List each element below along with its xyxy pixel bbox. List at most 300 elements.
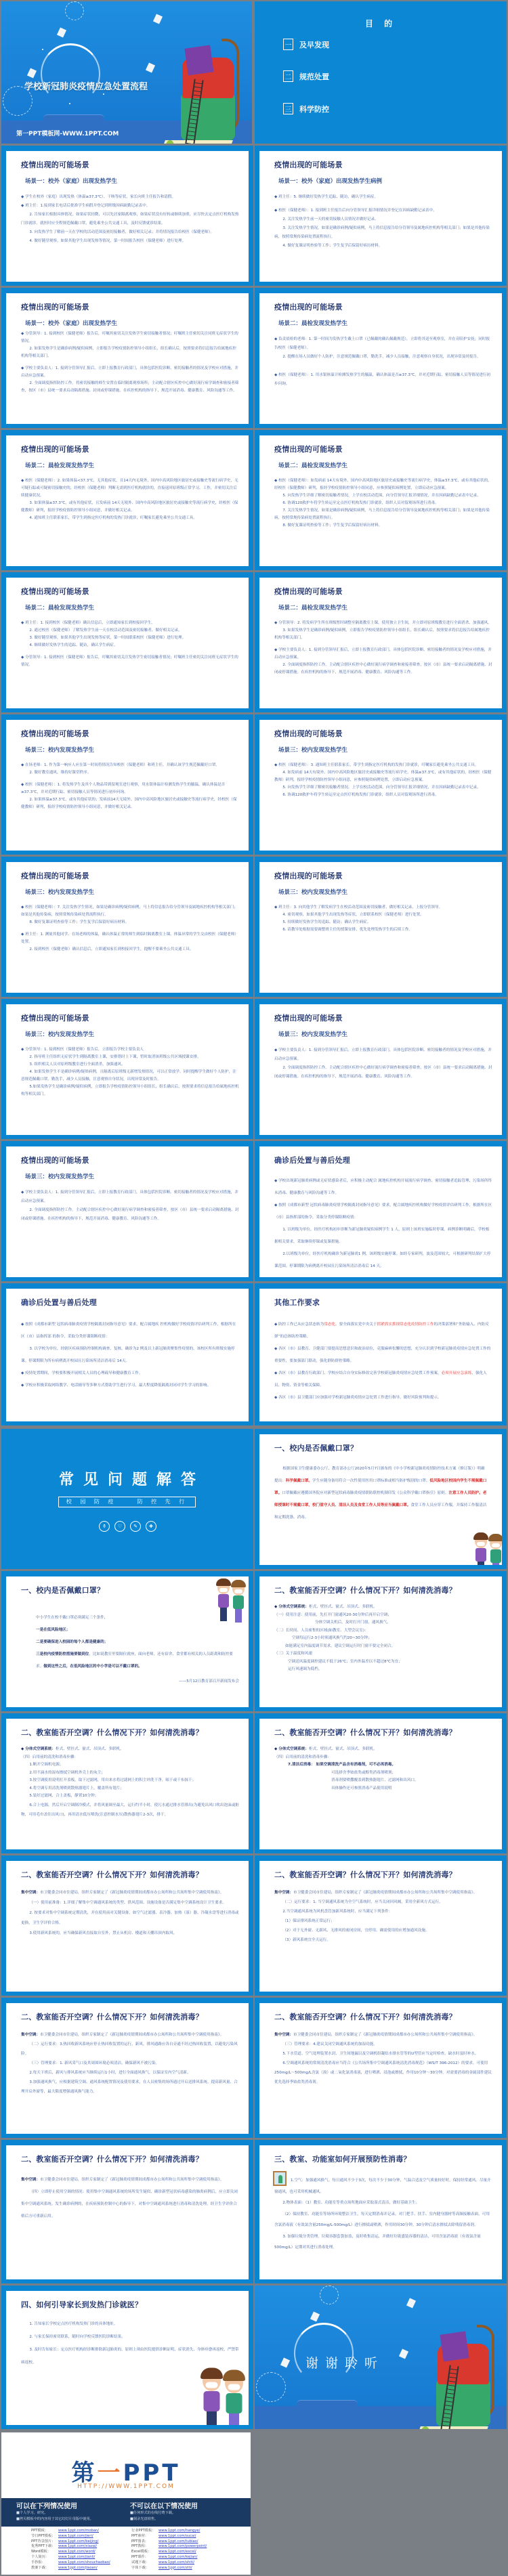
body-line: ◆ 班主任：1. 测量其他同学、在场老师的体温，确认体温正常的师生到临时隔离教室上课，体温异常的学生交由校医（保健老师）处置。 <box>21 932 238 944</box>
toc-number-1: 一 <box>283 39 293 50</box>
cover-site-label: 第一PPT模板网-WWW.1PPT.COM <box>16 131 119 137</box>
body-line: ◆ 学校主要负责人：1. 接到分管领导汇报后，立即上报教育行政部门，具体包括医院诊断、密切接触者的情况及学校应对措施，并启动应急预案。 <box>21 366 238 378</box>
slide-body <box>21 1746 239 1820</box>
toc-item-2[interactable] <box>283 70 329 82</box>
quote-source: ——5月12日教育部召开新闻发布会 <box>179 1679 239 1683</box>
slide-body <box>274 904 492 934</box>
body-line: 3. 加强垃圾分类管理，垃圾容器套袋加盖，及时收集清运，并做好垃圾盛装容器的清洁，可用含氯消毒液（有效氯含量500mg/L）定期对其进行消毒处理。 <box>274 2234 481 2250</box>
slide-thanks[interactable] <box>255 2285 507 2429</box>
slide-title: 疫情出现的可能场景 <box>21 587 89 596</box>
template-ad-card <box>0 2431 252 2576</box>
paper-decoration <box>399 2348 408 2359</box>
body-line: ◆ 校医（保健老师）：2. 如果体温<37.3℃，无其他症状，且14天内无境外、国内中高风险地区旅居史或接触史等流行病学史，无可疑行踪或可疑密切接触史的，经校医（保健老师）判断无需到医疗机构就诊的，直接返回原班级正常学习、工作，并密切关注后续健康状况。 <box>21 479 238 498</box>
body-line: 2. 与家长保持密切联系，随时向学校反馈医院诊断结果。 <box>29 2335 125 2339</box>
slide-title: 确诊后处置与善后处理 <box>21 1298 97 1307</box>
toc-item-1[interactable] <box>283 39 329 50</box>
toc-label-2: 规范处置 <box>299 72 329 81</box>
slide-title: 疫情出现的可能场景 <box>21 1014 89 1023</box>
body-line: 2.以班级为单位，经医疗机构确诊为新冠肺炎1 例，该班级实施停课。如经专家研判，波及范围较大，可根据研判结果扩大停课范围。停课期限为病例离开校园且污染场所清洁消毒后 14 天。 <box>274 1252 491 1268</box>
slide-faq-ac-a[interactable] <box>255 1571 507 1711</box>
slide-title: 二、教室能否开空调？什么情况下开？如何清洗消毒？ <box>21 1870 203 1879</box>
body-line: ◆ 校医（保健老师）：1. 用水银体温计检测发热学生的腋温，确认体温是否≥37.3℃，并对近期行踪、密切接触人员等情况进行初步问询。 <box>274 373 491 386</box>
body-line: （四）启用前的清洗和消毒步骤： <box>21 1755 78 1759</box>
body-line: 5.如果发热学生是确诊病例/疑似病例，立即报告学校疫情防控领导小组组长，组长确认后，按照要求将信息报告给属地疾控机构等相关部门。 <box>21 1085 239 1096</box>
body-line: 空调送风温度调控建议不低于26℃；室内外温差以不超过8℃为宜； <box>288 1659 402 1664</box>
body-line: （三）关于温度和风速 <box>274 1652 312 1656</box>
body-line: ◆ 疫情处置期间，学校要积极开展相关人员的心理疏导和健康教育工作。 <box>21 1371 143 1375</box>
slide-scenario-3f[interactable] <box>255 999 507 1139</box>
body-line: 3. 及时告知家长：定点医疗机构经诊断排除新冠肺炎的，原则上须由医院提供诊断证明，症状消失、身体痊愈再返校，严禁带病返校。 <box>21 2348 239 2365</box>
slide-scenario-1a[interactable] <box>1 146 253 286</box>
slide-body <box>274 2030 492 2087</box>
body-line: 2. 全面调度指挥防控工作。将密切接触的师生安置在临时隔离观察场所；主动配合辖区疾控中心做好流行病学调查和密接者筛查，按区（市）县统一要求启动隔离措施、封闭或停课措施。在疾控机构的指导下，规范开展消毒、健康教育、风险沟通等工作。 <box>21 381 239 393</box>
body-line: ◆ 学校应积极采取网络教学、电话辅导等多种方式帮助学生进行学习，最大程度降低隔离封闭对学生学习的影响。 <box>21 1383 211 1388</box>
slide-body <box>274 1175 492 1272</box>
body-line: 4. 如果发热学生不是确诊病例/疑似病例，且隔离后原班级无新增发热情况，可以正常放学。同时提醒学生做好个人防护，注意规范佩戴口罩，勤洗手，减少人员接触，注意观察自身状况，出现异常及时报告。 <box>21 1070 236 1081</box>
body-line: ◆ 防控工作已从应急状态转为常态化。要全面落实党中央关于抓紧抓实抓细常态化疫情防控工作的决策部署和“外防输入、内防反弹”的总体防控策略。 <box>274 1323 489 1339</box>
body-line: 8. 做好复课证明查验等工作；学生复学后保留好病历材料。 <box>282 523 383 528</box>
slide-subtitle: 场景三：校内发现发热学生 <box>25 747 95 754</box>
slide-body <box>21 1046 239 1098</box>
link[interactable]: www.1ppt.com/hangye/ <box>158 2529 200 2533</box>
body-line: ◆ 负责晨检的老师：1. 第一时间为发热学生戴上口罩（已佩戴的确认佩戴规范），立即将其送至观察室，并在旁陪护安抚；同时报告校医（保健老师）。 <box>274 337 490 350</box>
body-line: 3. 以学校为单位，经辖区疾病预防控制机构调查、复核，确诊为2 例及以上新冠肺炎聚集性疫情的，该校区所有班级实施停课。停课期限为所有病例离开校园且污染场所清洁消毒后 14天。 <box>21 1347 235 1363</box>
slide-faq-masks-b[interactable] <box>1 1571 253 1711</box>
highlight-text: 必须开展应急演练 <box>441 1371 472 1375</box>
body-line: 2. 指导班主任组织无症状学生到隔离教室上课，安排错时上下课，暂时取消该班级公共区域授课安排。 <box>29 1055 201 1059</box>
slide-subtitle: 场景二：晨检发现发热学生 <box>25 605 95 611</box>
slide-faq-section[interactable] <box>1 1429 253 1569</box>
body-line: ◆ 校医（保健老师）：1. 接到班主任报告后向分管领导汇报详细情况并登记在因病缺勤记录表中。 <box>274 209 437 213</box>
body-line: 4. 通知班主任联系家长，带学生到指定医疗机构的发热门诊就诊，叮嘱家长避免乘坐公共交通工具。 <box>29 516 197 520</box>
slide-title: 疫情出现的可能场景 <box>21 872 89 880</box>
slide-scenario-2e[interactable] <box>255 572 507 712</box>
body-line: ◆ 学校出现新冠肺炎病例或无症状感染者后，应积极主动配合 属地疾控机构开展流行病学调查、密切接触者追踪管理、污染场所终末消毒、健康教育与风险沟通等工作。 <box>274 1179 492 1195</box>
arc-decoration <box>41 43 100 104</box>
slide-faq-ac-g[interactable] <box>255 1998 507 2138</box>
cover-title: 学校新冠肺炎疫情应急处置流程 <box>24 82 148 92</box>
masked-kids-illustration <box>475 1534 502 1565</box>
paper-decoration <box>406 2298 416 2308</box>
slide-body <box>36 1612 239 1688</box>
body-line: 4. 继续做好发热学生的追踪、随访，确认学生病症。 <box>29 643 118 647</box>
body-line: 一是在低风险地区； <box>36 1628 70 1632</box>
body-line: ◆ 学校主要负责人：1. 接到分管领导汇报后，立即上报教育行政部门，具体包括医院诊断、密切接触者的情况及学校应对措施，并启动应急预案。 <box>274 1048 492 1061</box>
body-line: （一）使用注意：使用前，先打开门窗通风20-30分钟后再开启空调； <box>274 1612 391 1617</box>
slide-title: 二、教室能否开空调？什么情况下开？如何清洗消毒？ <box>274 2013 457 2021</box>
link[interactable]: www.1ppt.com/sucai/ <box>158 2533 196 2538</box>
body-line: ◆ 班主任：3. 向其他学生了解发病学生在校活动范围及密切接触者，做好相关记录，上报分管领导。 <box>274 905 443 909</box>
body-line: ◆ 校医（保健老师）：7. 关注发热学生情况，如果是确诊病例/疑似病例，马上将信息报告给分管领导及属地疾控机构等相关部门；如果是其他传染病，按照常规传染病处置流程执行。 <box>21 905 238 917</box>
body-line: ◆ 分体式空调系统：柜式、壁挂式、窗式、吊顶式、多联机。 <box>274 1747 377 1751</box>
body-line: 4. 如发病前 14天有境外、国内中高风险地区旅居史或接触史等流行病学史，体温≥37.3℃，或有其他症状的，经校医（保健教师）研判，报经学校疫情防控领导小组同意，应参照疑似病例处置，立即启动应急预案。 <box>274 771 492 782</box>
usage-allowed-heading: 可以在下列情况使用 <box>16 2503 77 2510</box>
pencil-icon: ✎ <box>130 1521 141 1532</box>
paper-decoration <box>146 62 155 72</box>
slide-post-diagnosis-b[interactable] <box>1 1283 253 1425</box>
slide-title: 疫情出现的可能场景 <box>274 729 343 738</box>
paper-decoration <box>27 68 37 78</box>
body-line: 1. 告知家长学校定点医疗机构发热门诊的具体地址。 <box>29 2322 118 2326</box>
body-line: 5. 向发热学生详细了解密切接触者情况、上学在校活动范围，向分管领导汇报详细情况，并在因病缺勤记录表中记录。 <box>282 786 481 790</box>
star-decoration <box>42 49 43 50</box>
links-left: PPT模板： www.1ppt.com/moban/ 节日PPT模板： www.1ppt.com/jieri/ PPT背景图片： www.1ppt.com/beijing/ 优秀PPT下载： www.1ppt.com/xiazai/ Word模板： www.1ppt.com/word/ 个人简历： www.1ppt.com/jianli/ 手抄报： www.1ppt.com/shouchaobao/ 教案下载： www.1ppt.com/jiaoan/ <box>31 2529 110 2570</box>
link[interactable]: www.1ppt.com/kejian/ <box>158 2554 198 2559</box>
body-line: （二）运行要求：3.热回收新风系统应停止热回收装置的运行，新风、排风通路应各自旁通不经过热回收装置，以避免污染风险。 <box>21 2042 238 2056</box>
body-line: 集中空调：市卫健委会同市住建局，组织专家制定了《新冠肺炎疫情期间成都市办公场所和公共场所集中空调使用指南》。 <box>21 1891 224 1895</box>
plus-icon: ✚ <box>146 1521 156 1532</box>
body-line: （四）立即停止使用空调的情况：使用集中空调通风系统的场所发生疑似、确诊新型冠状病毒感染的肺炎病例后，应立即关闭集中空调通风系统。发生确诊病例的，在疾病预防控制中心的指导下，对集中空调通风系统进行消毒和清洗处理，经卫生学评价合格后方可重新启用。 <box>21 2190 238 2218</box>
body-line: 消毒剂要喷撒覆盖到散热器翅片、过滤网和出风口。 <box>331 1778 419 1782</box>
body-line: 5.装好过滤网，合上盖板，静置10分钟； <box>29 1794 99 1798</box>
body-line: ◆ 分体式空调系统：柜式、壁挂式、窗式、吊顶式、多联机。 <box>274 1605 377 1609</box>
body-line: 7.清洁后消毒： 如果空调清洗产品含有消毒剂，可不必再消毒。 <box>288 1763 396 1767</box>
slide-title: 疫情出现的可能场景 <box>21 1156 89 1165</box>
slide-title: 其他工作要求 <box>274 1298 320 1307</box>
body-line: 6. 请教导处根据需要调整班主任的授课安排，优先处理发热学生的后续工作。 <box>282 928 413 932</box>
body-line: 4.将空调专用清洗剂喷到散热器翅片上，覆盖所有翅片； <box>29 1786 124 1790</box>
body-line: ◆ 在场老师：1. 作为第一响应人应在第一时间将情况告知校医（保健老师）和班主任，并确认该学生规范佩戴好口罩。 <box>21 763 219 767</box>
body-line: 2.当空调通风系统为风机盘管加新风系统时，应当满足下列条件： <box>282 1910 393 1914</box>
slide-faq-ac-c[interactable] <box>255 1713 507 1853</box>
slide-title: 疫情出现的可能场景 <box>274 872 343 880</box>
link[interactable]: www.1ppt.com/shiti/ <box>158 2560 194 2564</box>
slide-faq-masks-a[interactable] <box>255 1429 507 1569</box>
masked-kids-illustration <box>203 2371 249 2425</box>
body-line: 2. 全面调度指挥防控工作。主动配合辖区疾控中心做好流行病学调查和密接者筛查，按区（市）县统一要求启动隔离措施、封闭或停课措施。在疾控机构的指导下，规范开展消毒、健康教育、风险沟通等工作。 <box>274 663 492 674</box>
body-line: 集中空调：市卫健委会同市住建局，组织专家制定了《新冠肺炎疫情期间成都市办公场所和公共场所集中空调使用指南》。 <box>274 2033 478 2037</box>
slide-subtitle: 场景一：校外（家庭）出现发热学生 <box>25 320 118 327</box>
body-line: ◆ 班主任：5. 继续做好发热学生追踪、随访，确认学生病症。 <box>274 195 379 199</box>
body-line: 5. 持续做好发热学生的追踪、随访；确认学生病症。 <box>282 920 371 924</box>
slide-faq-ac-b[interactable] <box>1 1713 253 1853</box>
slide-body <box>21 2030 239 2097</box>
slide-subtitle: 场景三：校内发现发热学生 <box>278 889 348 896</box>
slide-subtitle: 场景二：晨检发现发热学生 <box>278 463 348 469</box>
usage-allowed-item: ■拷贝模板中的内容用于其它幻灯片母版中使用。 <box>16 2517 93 2521</box>
body-line: 3. 如果发热学生是确诊病例/疑似病例，立即报告学校疫情防控领导小组组长，组长确认后，按照要求将信息报告给属地疾控机构等相关部门。 <box>274 628 490 640</box>
usage-forbidden-item: ■任何形式的在线付费下载。 <box>130 2511 176 2515</box>
body-line: 集中空调：市卫健委会同市住建局，组织专家制定了《新冠肺炎疫情期间成都市办公场所和公共场所集中空调使用指南》。 <box>274 1891 478 1895</box>
body-line: 2. 告知家长根据具体情况，如果症状轻微，可以先居家隔离观察，如果症状没有好转或继续加重，应尽快去定点医疗机构发热门诊就诊。就医时应全程规范佩戴口罩，避免乘坐公共交通工具，及时反馈就诊结果。 <box>21 213 239 226</box>
usage-forbidden-heading: 不可以在以下情况使用 <box>130 2503 198 2510</box>
slide-scenario-3d[interactable] <box>255 857 507 997</box>
slide-body <box>274 2175 492 2254</box>
link[interactable]: www.1ppt.com/shouchaobao/ <box>58 2560 110 2564</box>
slide-title: 疫情出现的可能场景 <box>21 729 89 738</box>
toc-number-3: 三 <box>283 103 293 114</box>
toc-label-1: 及早发现 <box>299 40 329 49</box>
body-line: 运行风速调为低档。 <box>288 1667 322 1671</box>
slide-body <box>21 477 239 522</box>
section-tagline: 校 园 防 疫 防 控 先 行 <box>58 1497 196 1507</box>
slide-title: 疫情出现的可能场景 <box>21 445 89 454</box>
body-line: ◆ 分管领导：1. 接到校医（保健老师）报告后，叮嘱其密切关注发热学生密切接触者情况；叮嘱班主任密切关注同班无症状学生的情况。 <box>21 656 238 667</box>
slide-title: 二、教室能否开空调？什么情况下开？如何清洗消毒？ <box>274 1870 457 1879</box>
slide-title: 疫情出现的可能场景 <box>274 160 343 169</box>
firework-decoration <box>256 2372 286 2402</box>
body-line: （2）对于无外窗、无新风、无排风的密闭房间，宜停用。确需使用的应增加通风设施。 <box>282 1929 429 1933</box>
section-icons <box>99 1521 156 1532</box>
slide-title: 确诊后处置与善后处理 <box>274 1156 350 1165</box>
link[interactable]: www.1ppt.com/jiaoan/ <box>58 2565 98 2570</box>
slide-body <box>274 1046 492 1081</box>
slide-body <box>21 1188 239 1224</box>
link[interactable]: www.1ppt.com/ziti/ <box>158 2565 192 2570</box>
body-line: ◆ 学校主要负责人：1. 接到分管领导汇报后，立即上报教育行政部门，具体包括医院诊断、密切接触者的情况及学校应对措施，并启动应急预案。 <box>21 1190 238 1203</box>
slide-body <box>21 620 239 669</box>
usage-band <box>1 2498 251 2527</box>
body-paragraph: 根据国家卫生健康委办公厅、教育部办公厅2020年5月7日颁布的《中小学校新冠肺炎疫情防控技术方案（修订版）》明确提出：科学佩戴口罩。学生应随身备用符合一次性使用医用口罩标准或相当防护级别的口罩；低风险地区校园内学生不需佩戴口罩。口罩佩戴应遵循国务院应对新型冠状病毒肺炎疫情联防联控机制印发《公众科学戴口罩指引》原则。注意工作人员防护。老师授课时不需戴口罩，校门值守人员、清洁人员及食堂工作人员等应当佩戴口罩。食堂工作人员应穿工作服，并保持工作服清洁和定期洗涤、消毒。 <box>274 1467 487 1520</box>
slide-scenario-3a[interactable] <box>1 714 253 855</box>
slide-subtitle: 场景三：校内发现发热学生 <box>25 1031 95 1038</box>
body-line: （四）启用前的清洗和消毒步骤： <box>274 1755 331 1759</box>
body-line: 2. 通过校医（保健老师）了解发热学生前一天在校活动范围及密切接触者，做好相关记录。 <box>29 628 182 632</box>
body-line: 如能满足室内温度调节需求，建议空调运行时门窗不要完全闭合。 <box>285 1644 396 1648</box>
backpack-illustration <box>181 39 249 144</box>
slide-title: 疫情出现的可能场景 <box>274 1014 343 1023</box>
usage-forbidden-item: ■刻录光盘销售。 <box>130 2517 158 2521</box>
body-line: 6.空调通风系统的常规清洗消毒应当符合《公共场所集中空调通风系统清洗消毒规范》（WS/T 396-2012）的要求。可使用250mg/L～500mg/L含氯（溴）或二氧化氯消毒液，进行喷洒、浸泡或擦拭，作用10分钟～30分钟。对需要消毒的金属部件建议优先选择季铵盐类消毒剂。 <box>274 2061 492 2084</box>
body-line: 空调每运行2-3小时须通风换气约20~30分钟； <box>292 1636 372 1640</box>
body-line: 3.加强通风换气，应根据建筑空调、通风系统配置情况及使用要求，在人员密集的场所通过开启送排风系统、提高新风量、合理开启外窗等，最大限度增强通风换气能力。 <box>21 2080 238 2094</box>
body-line: （二）运行要求：1. 当空调通风系统为全空气系统时，应当关闭回风阀，采用全新风方式运行。 <box>282 1900 443 1904</box>
body-line: ◆ 班主任：1. 接到校医（保健老师）确认信息后，立即通知家长到校接回学生。 <box>21 621 155 625</box>
body-line: 5.下水管道、空气处理装置水封、卫生间地漏以及空调机组凝结水排水管等的U型管应当定时检查，缺水时及时补水。 <box>282 2052 479 2056</box>
slide-subtitle: 场景一：校外（家庭）出现发热学生病例 <box>278 178 383 185</box>
paper-decoration <box>280 2357 290 2367</box>
highlight-text: 科学佩戴口罩。 <box>285 1479 312 1483</box>
body-line: 2.每天下班后，新风与排风系统应当继续运行1小时，进行全面通风换气，以保证室内空气清新。 <box>29 2071 191 2075</box>
slide-body <box>274 1746 492 1793</box>
slide-scenario-1c[interactable] <box>1 288 253 428</box>
body-line: 2. 全面调度指挥防控工作。主动配合辖区疾控中心做好流行病学调查和密接者筛查，按区（市）县统一要求启动隔离措施、封闭或停课措施。在疾控机构的指导下，规范开展消毒、健康教育、风险沟通等工作。 <box>21 1208 239 1221</box>
slide-body <box>274 1463 488 1524</box>
body-line: ◆ 各区（市）县教育、卫健部门要提高思想意识和政治站位，克服麻痹松懈的思想，充分认识到学校新冠肺炎疫情应急处置工作的重要性，要加强部门联动，强化群防群控策略。 <box>274 1347 491 1363</box>
slide-title: 一、校内是否佩戴口罩？ <box>274 1444 358 1453</box>
highlight-text: 常态化 <box>324 1323 336 1327</box>
slide-body <box>274 762 492 799</box>
section-title: 常见问题解答 <box>58 1472 205 1488</box>
link[interactable]: www.1ppt.com/moban/ <box>58 2529 100 2533</box>
slide-faq-ac-e[interactable] <box>255 1855 507 1996</box>
slide-body <box>21 330 239 395</box>
body-line: （1）保证排风系统正常运行； <box>282 1919 335 1923</box>
slide-body <box>21 1318 239 1392</box>
body-line: 3.使用新风系统的，应当确保新风直接取自室外，禁止从机房、楼道和天棚吊顶内取风。 <box>29 1931 177 1935</box>
body-line: 2. 关注发热学生前一天的密切接触人员情况并做好记录。 <box>282 217 379 221</box>
slide-body <box>21 193 239 246</box>
body-line: （二）长时间、人员密集的区域(如教室、大型会议室)： <box>274 1628 368 1633</box>
slide-scenario-1b[interactable] <box>255 146 507 286</box>
toc-label-3: 科学防控 <box>299 104 329 114</box>
slide-subtitle: 场景二：晨检发现发热学生 <box>278 605 348 611</box>
brand-url: HTTP://WWW.1PPT.COM <box>77 2483 175 2490</box>
body-line: 4. 做好随堂观察。如果其他学生出现发热等情况，第一时间报告校医（保健老师）进行处理。 <box>29 239 186 243</box>
link[interactable]: www.1ppt.com/excel/ <box>158 2550 196 2554</box>
slide-title: 二、教室能否开空调？什么情况下开？如何清洗消毒？ <box>274 1586 457 1595</box>
body-line: （2）保持教室、功能室等场所环境整洁卫生，每天定期消毒并记录。对门把手、扶手、室内健身器材等高频接触表面，可用含氯消毒液（有效氯含量250mg/L-500mg/L）进行擦拭或喷洒，作用时间30分钟。30分钟后清水擦拭去除残留消毒剂。 <box>274 2212 490 2227</box>
slide-faq-ac-h[interactable] <box>1 2140 253 2283</box>
usage-allowed <box>16 2500 93 2523</box>
body-line: 6. 协调120救护车将学生转运至定点医疗机构发热门诊就诊，组织人员对留观场所进行消毒。 <box>282 793 439 797</box>
body-line: ◆ 分体式空调系统：柜式、壁挂式、窗式、吊顶式、多联机。 <box>21 1747 124 1751</box>
slide-body <box>274 1604 492 1674</box>
body-line: 2. 如果发热学生是确诊病例/疑似病例，立即报告学校疫情防控领导小组组长，组长确认后，按照要求将信息报告给属地疾控机构等相关部门。 <box>21 347 236 358</box>
body-line: ◆ 校医（保健老师）：如发病前 14天有境外、国内中高风险地区旅居史或接触史等流行病学史，体温≥37.3℃，或有其他症状的，经校医（保健教师）研判，报经学校疫情防控领导小组同意，应参照疑似病例处置，立即启动应急预案。 <box>274 479 492 490</box>
body-line: ◆ 校医（保健老师）：3. 通知班主任联系家长，带学生到指定医疗机构的发热门诊就诊，叮嘱家长避免乘坐公共交通工具。 <box>274 763 479 767</box>
toc-item-3[interactable] <box>283 103 329 114</box>
body-line: 4. 做好复课证明查验等工作；学生复学后保留好病历材料。 <box>282 244 383 248</box>
body-line: 3. 关注发热学生情况，如果是确诊病例/疑似病例，马上将信息报告给分管领导及属地疾控机构等相关部门；如果是其他传染病，按照常规传染病处置流程执行。 <box>274 226 490 239</box>
body-line: 2. 全面调度指挥防控工作。主动配合辖区疾控中心做好流行病学调查和密接者筛查，按区（市）县统一要求启动隔离措施、封闭或停课措施。在疾控机构的指导下，规范开展消毒、健康教育、风险沟通等工作。 <box>274 1066 492 1079</box>
slide-scenario-3c[interactable] <box>1 857 253 997</box>
heart-icon: ♡ <box>114 1521 125 1532</box>
body-line: 中小学生在校不戴口罩必须满足三个条件， <box>36 1616 108 1620</box>
highlight-text: 注意工作人员防护。老师授课时不需戴口罩，校门值守人员、清洁人员及食堂工作人员等应当佩戴口罩。 <box>274 1491 487 1507</box>
slide-faq-fever-clinic[interactable] <box>1 2285 253 2429</box>
body-line: 4. 密切观察，如果其他学生出现发热等症状，立即联系校医（保健老师）进行处置。 <box>282 913 424 917</box>
slide-scenario-2b[interactable] <box>1 430 253 570</box>
body-line: 3. 做好随堂观察，如果其他学生出现发热等症状，第一时间联系校医（保健老师）进行处理。 <box>29 636 186 640</box>
link[interactable]: www.1ppt.com/powerpoint/ <box>158 2544 207 2549</box>
slide-body <box>274 1318 492 1404</box>
body-line: ◆ 分管领导：1. 接到校医（保健老师）报告后，立即报告学校主要负责人 <box>21 1048 144 1052</box>
body-line: 2. 如果体温≥37.3℃，或有其他症状的；发病前14天无境外、国内中高风险地区旅居史或接触史等流行病学史，经校医（保健教师）研判，报经学校疫情防控领导小组同意，并做好相关记录。 <box>21 798 237 809</box>
brand-logo: 第一PPT <box>71 2460 181 2487</box>
body-line: 7. 关注发热学生情况，如果是确诊病例/疑似病例，马上将信息报告给分管领导及属地疾控机构等相关部门；如果是其他传染病，按照常规传染病处置流程执行。 <box>274 509 490 520</box>
highlight-text: 低风险地区校园内学生不需佩戴口罩。 <box>274 1479 487 1495</box>
body-line: 二是要确保进入校园的每个人都是健康的； <box>36 1640 108 1644</box>
link[interactable]: www.1ppt.com/tubiao/ <box>158 2539 198 2543</box>
slide-body <box>274 193 492 251</box>
bottle-icon: ⚱ <box>99 1521 110 1532</box>
link[interactable]: www.1ppt.com/jieri/ <box>58 2533 93 2538</box>
backpack-illustration <box>436 2325 504 2429</box>
toc-heading: 目 的 <box>364 19 397 28</box>
body-line: ◆ 学生在校外（家庭）出现发热（体温≥37.3℃）、干咳等症状，家长向班主任报告和请假。 <box>21 195 176 199</box>
body-line: 3. 如果体温≥37.3℃，或有其他症状，且发病前 14天无境外、国内中高风险地区旅居史或接触史等流行病学史，经校医（保健教师）研判，报经学校疫情防控领导小组同意，并做好相关记录。 <box>21 501 238 513</box>
link[interactable]: www.1ppt.com/xiazai/ <box>58 2544 98 2549</box>
slide-scenario-3e[interactable] <box>1 999 253 1139</box>
body-line: 3.按空调使用说明打开盖板，取下过滤网，用自来水将过滤网上的积尘冲洗干净，晾干或干布抹干； <box>29 1778 196 1782</box>
slide-subtitle: 场景二：晨检发现发热学生 <box>25 463 95 469</box>
slide-other-requirements[interactable] <box>255 1283 507 1425</box>
body-line: 可选择含季铵盐类或醇类消毒剂喷剂； <box>331 1770 396 1775</box>
body-line: ◆ 各区（市）县卫健部门应加强对学校新冠肺炎疫情应急处置工作进行指导，做好风险预判和提示。 <box>274 1396 442 1400</box>
paper-decoration <box>153 14 163 24</box>
body-line: 2. 按要求对集中空调系统定期清洗，并在使用前对关键设备，如空气过滤器、表冷器、加热（湿）器、冷凝水盘等进行消毒或更换，卫生学评价合格。 <box>21 1911 239 1925</box>
body-line: 集中空调：市卫健委会同市住建局，组织专家制定了《新冠肺炎疫情期间成都市办公场所和公共场所集中空调使用指南》。 <box>21 2178 224 2182</box>
link[interactable]: www.1ppt.com/beijing/ <box>58 2539 99 2543</box>
slide-body <box>274 335 492 389</box>
slide-scenario-3g[interactable] <box>1 1141 253 1281</box>
slide-subtitle: 场景三：校内发现发热学生 <box>278 1031 348 1038</box>
slide-title: 疫情出现的可能场景 <box>274 587 343 596</box>
slide-title: 疫情出现的可能场景 <box>21 160 89 169</box>
body-line: 2.物体表面：（1）教室、功能室等重点场所地面应采取湿式清洁，做好基础卫生。 <box>282 2201 420 2205</box>
toc-number-2: 二 <box>283 70 293 82</box>
slide-scenario-3b[interactable] <box>255 714 507 855</box>
slide-body <box>21 2318 239 2369</box>
link[interactable]: www.1ppt.com/jianli/ <box>58 2554 96 2559</box>
body-line: 3. 向发热学生了解前一天在学校的活动范围及密切接触者，做好相关记录；并将情况报告给校医（保健老师）。 <box>29 230 215 234</box>
body-line: （3）新风系统宜全天运行。 <box>282 1938 331 1942</box>
slide-body <box>21 762 239 811</box>
slide-body <box>274 477 492 530</box>
body-line: 6.合上电源，然后开启空调制冷模式，并将风量调至最大，运行约半小时，使污水通过排水管排出(为避免出风口吹出泡沫或脏物，可用毛巾盖住出风口)，再用清水低压喷洗(注意控制水压)散热器翅片2-3次，排干。 <box>21 1803 239 1817</box>
body-line: 2. 接到校医（保健老师）确认信息后，立即通知家长到校接回学生，提醒不要乘坐公共交通工具。 <box>29 947 194 951</box>
body-line: ◆ 各区（市）县教育行政部门、学校应结合自身实际修改完善学校新冠肺炎疫情应急处置工作预案，必须开展应急演练，强化人员、物资、资金等相关保障。 <box>274 1371 487 1388</box>
link[interactable]: www.1ppt.com/word/ <box>58 2550 96 2554</box>
body-line: ◆ 学校主要负责人：1. 接到分管领导汇报后，立即上报教育行政部门，具体包括医院诊断、密切接触者的情况及学校应对措施，并启动应急预案。 <box>274 648 492 660</box>
slide-subtitle: 场景三：校内发现发热学生 <box>25 1174 95 1180</box>
body-line: （一）使用前准备：1.详细了解集中空调通风系统的类型、供风范围、设施设备是否满足集中空调系统设计卫生要求。 <box>29 1901 226 1905</box>
slide-subtitle: 场景一：校外（家庭）出现发热学生 <box>25 178 118 185</box>
slide-body <box>274 620 492 677</box>
body-line: （三）管理要求：4.建议关闭空调通风系统的加湿功能。 <box>282 2042 377 2046</box>
body-line: 集中空调：市卫健委会同市住建局，组织专家制定了《新冠肺炎疫情期间成都市办公场所和公共场所集中空调使用指南》。 <box>21 2033 224 2037</box>
slide-title: 二、教室能否开空调？什么情况下开？如何清洗消毒？ <box>21 2013 203 2021</box>
slide-faq-ac-f[interactable] <box>1 1998 253 2138</box>
paper-decoration <box>310 2311 320 2321</box>
slide-subtitle: 场景二：晨检发现发热学生 <box>278 320 348 327</box>
slide-scenario-2a[interactable] <box>255 288 507 428</box>
slide-faq-disinfection[interactable] <box>255 2140 507 2283</box>
slide-cover[interactable] <box>1 1 252 144</box>
slide-scenario-2d[interactable] <box>1 572 253 712</box>
slide-title: 三、教室、功能室如何开展预防性消毒？ <box>274 2155 411 2164</box>
slide-body <box>274 1888 492 1945</box>
body-line: 分体空调关机后，及时打开门窗，通风换气。 <box>315 1620 391 1625</box>
body-line: 2. 做好教室通风，维持好课堂秩序。 <box>29 771 91 775</box>
body-line: 2.用不滴水的湿布擦拭空调机外壳上的灰尘； <box>29 1770 105 1775</box>
body-line: ◆ 分管领导：1. 接到校医（保健老师）报告后，叮嘱其密切关注发热学生密切接触者情况；叮嘱班主任密切关注同班无症状学生的情况。 <box>21 332 238 343</box>
body-line: ◆ 按照《成都市新型 冠状病毒肺炎疫情学校隔离封闭指导意见》要求，配合属地疾 控机构做好学校疫情评估研判工作，根据所在区（市）县指挥部 的指令，采取分类停课阻断疫情： <box>21 1323 236 1339</box>
slide-body <box>21 2174 239 2223</box>
slide-scenario-2c[interactable] <box>255 430 507 570</box>
slide-body <box>21 1888 239 1939</box>
body-line: ◆ 校医（保健老师）：1. 将发热学生及其个人物品带到留观室进行观察，用水银体温计检测发热学生的腋温，确认体温是否≥37.3℃，并对近期行踪、密切接触人员等情况进行初步问询。 <box>21 783 226 794</box>
slide-faq-ac-d[interactable] <box>1 1855 253 1996</box>
slide-post-diagnosis-a[interactable] <box>255 1141 507 1281</box>
highlight-text: 抓紧抓实抓细常态化疫情防控工作 <box>377 1323 434 1327</box>
body-line: ◆ 班主任：1.接到家长电话后批准学生病假并登记到班级因病缺勤记录表中。 <box>21 204 150 208</box>
slide-title: 疫情出现的可能场景 <box>274 303 343 312</box>
body-line: ◆ 分管领导：2. 将发病学生所在班级暂时调整至隔离教室上课，使用独立卫生间，并立即对原班级教室进行全面消杀、加强通风。 <box>274 621 492 625</box>
slide-title: 疫情出现的可能场景 <box>21 303 89 312</box>
body-line: 3. 组织相关人员对原班级教室进行全面消杀，加强通风。 <box>29 1062 125 1067</box>
body-line: 5. 向发热学生详细了解密切接触者情况、上学在校活动范围，向分管领导汇报详细情况，并在因病缺勤记录表中记录。 <box>282 494 481 498</box>
firework-decoration <box>65 1 84 20</box>
slide-body <box>21 904 239 953</box>
thanks-title: 谢谢聆听 <box>305 2356 385 2371</box>
slide-toc[interactable] <box>255 1 507 144</box>
body-line: 6. 协调120救护车将学生转运至定点医疗机构发热门诊就诊，组织人员对留观场所进行消毒。 <box>282 501 439 505</box>
body-line: ◆ 按照《成都市新型 冠状病毒肺炎疫情学校隔离封闭指导意见》要求，配合属地疾控机构做好学校疫情评估研判工作，根据所在区（市）县指挥部的指令，采取分类停课阻断疫情： <box>274 1203 492 1220</box>
slide-title: 疫情出现的可能场景 <box>274 445 343 454</box>
slide-title: 四、如何引导家长到发热门诊就医？ <box>21 2300 143 2309</box>
slide-subtitle: 场景三：校内发现发热学生 <box>25 889 95 896</box>
slide-title: 一、校内是否佩戴口罩？ <box>21 1586 105 1595</box>
body-line: 1. 以班级为单位，经医疗机构初步诊断为新冠肺炎疑似病例学生 1 人，原则上该班实施临时停课。病例诊断明确后，学校根据相关要求，采取继续停课或复课措施。 <box>274 1228 490 1244</box>
firework-decoration <box>320 2285 339 2304</box>
usage-forbidden <box>130 2500 198 2523</box>
slide-title: 二、教室能否开空调？什么情况下开？如何清洗消毒？ <box>21 2155 203 2164</box>
body-line: 1.断开空调机电源； <box>29 1763 64 1767</box>
paper-decoration <box>57 27 66 37</box>
body-line: 1.空气：加强通风换气。每日通风不少于3次，每次不少于30分钟，气温合适及空气质量较好时，保持经常通风。尽量开窗通风，也可采用机械通风。 <box>274 2178 491 2194</box>
